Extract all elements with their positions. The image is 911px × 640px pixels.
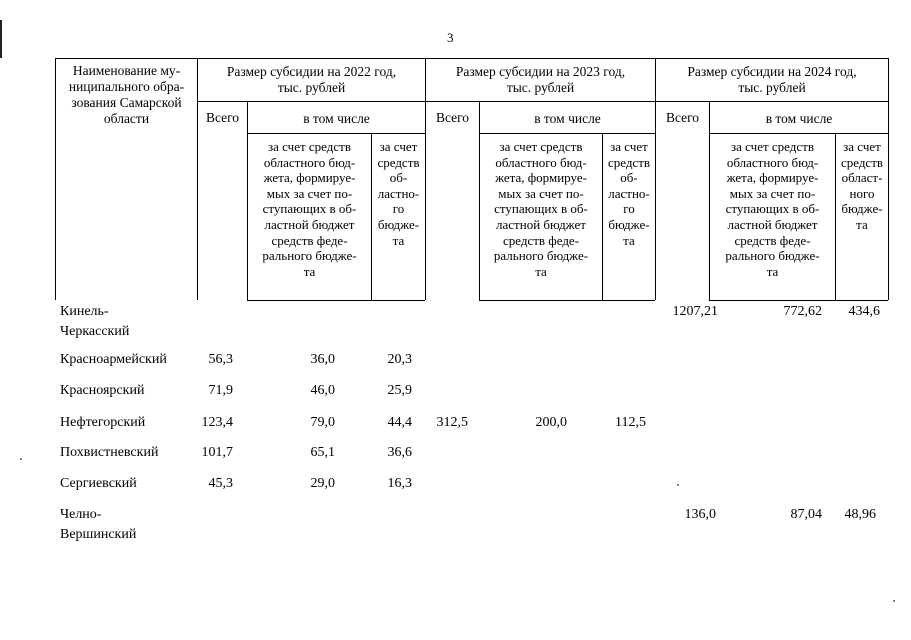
header-including-2022: в том числе: [303, 111, 370, 126]
regional-2024: 48,96: [844, 507, 876, 522]
federal-2022: 36,0: [310, 352, 335, 367]
header-regional-2024: за счет средств област- ного бюдже- та: [840, 139, 884, 232]
federal-2024: 87,04: [790, 507, 822, 522]
rule-including-2023: [479, 133, 655, 134]
header-federal-2023: за счет средств областного бюд- жета, формируе- мых за счет по- ступающих в об- ластной бюджет средств феде- рального бюдже- та: [493, 139, 589, 279]
total-2023: 312,5: [436, 415, 468, 430]
total-2022: 56,3: [208, 352, 233, 367]
total-2022: 123,4: [201, 415, 233, 430]
total-2024: 136,0: [684, 507, 716, 522]
header-federal-2024: за счет средств областного бюд- жета, формируе- мых за счет по- ступающих в об- ластной бюджет средств феде- рального бюдже- та: [725, 139, 820, 279]
header-including-2023: в том числе: [534, 111, 601, 126]
rule-including-2024: [709, 133, 888, 134]
total-2024: 1207,21: [672, 304, 718, 319]
header-regional-2022: за счет средств об- ластно- го бюдже- та: [377, 139, 420, 248]
total-2022: 45,3: [208, 476, 233, 491]
header-total-2023: Всего: [435, 110, 470, 125]
header-total-2022: Всего: [205, 110, 240, 125]
header-regional-2023: за счет средств об- ластно- го бюдже- та: [607, 139, 651, 248]
regional-2023: 112,5: [615, 415, 646, 430]
header-total-2024: Всего: [665, 110, 700, 125]
rule-bottom-2023: [479, 300, 655, 301]
municipality-name: Сергиевский: [60, 476, 137, 491]
header-year-2024: Размер субсидии на 2024 год, тыс. рублей: [687, 64, 857, 95]
table-header: [55, 58, 888, 300]
municipality-name: Похвистневский: [60, 445, 159, 460]
header-federal-2022: за счет средств областного бюд- жета, формируе- мых за счет по- ступающих в об- ластной бюджет средств феде- рального бюдже- та: [262, 139, 357, 279]
header-including-2024: в том числе: [765, 111, 833, 126]
rule-right: [888, 58, 889, 300]
federal-2022: 46,0: [310, 383, 335, 398]
municipality-name: Красноармейский: [60, 352, 167, 367]
scan-speck: [893, 600, 895, 602]
regional-2022: 36,6: [387, 445, 412, 460]
regional-2022: 16,3: [387, 476, 412, 491]
municipality-name: Красноярский: [60, 383, 145, 398]
federal-2022: 65,1: [310, 445, 335, 460]
rule-bottom-2022: [247, 300, 425, 301]
total-2022: 71,9: [208, 383, 233, 398]
scan-speck: [677, 484, 679, 486]
rule-including-2022: [247, 133, 425, 134]
regional-2024: 434,6: [848, 304, 880, 319]
rule-bottom-2024: [709, 300, 888, 301]
total-2022: 101,7: [201, 445, 233, 460]
header-year-2022: Размер субсидии на 2022 год, тыс. рублей: [226, 64, 397, 95]
federal-2022: 29,0: [310, 476, 335, 491]
federal-2023: 200,0: [535, 415, 567, 430]
municipality-name: Нефтегорский: [60, 415, 146, 430]
rule-top: [55, 58, 888, 59]
scan-speck: [20, 458, 22, 460]
header-year-2023: Размер субсидии на 2023 год, тыс. рублей: [455, 64, 626, 95]
regional-2022: 25,9: [387, 383, 412, 398]
municipality-name: Челно- Вершинский: [60, 507, 137, 542]
scan-edge-mark: [0, 20, 2, 58]
federal-2024: 772,62: [783, 304, 822, 319]
federal-2022: 79,0: [310, 415, 335, 430]
regional-2022: 44,4: [387, 415, 412, 430]
header-municipality: Наименование му- ниципального обра- зования Самарской области: [68, 63, 185, 126]
page-number: 3: [447, 30, 454, 45]
regional-2022: 20,3: [387, 352, 412, 367]
municipality-name: Кинель- Черкасский: [60, 304, 130, 339]
rule-year-sep: [197, 101, 888, 102]
